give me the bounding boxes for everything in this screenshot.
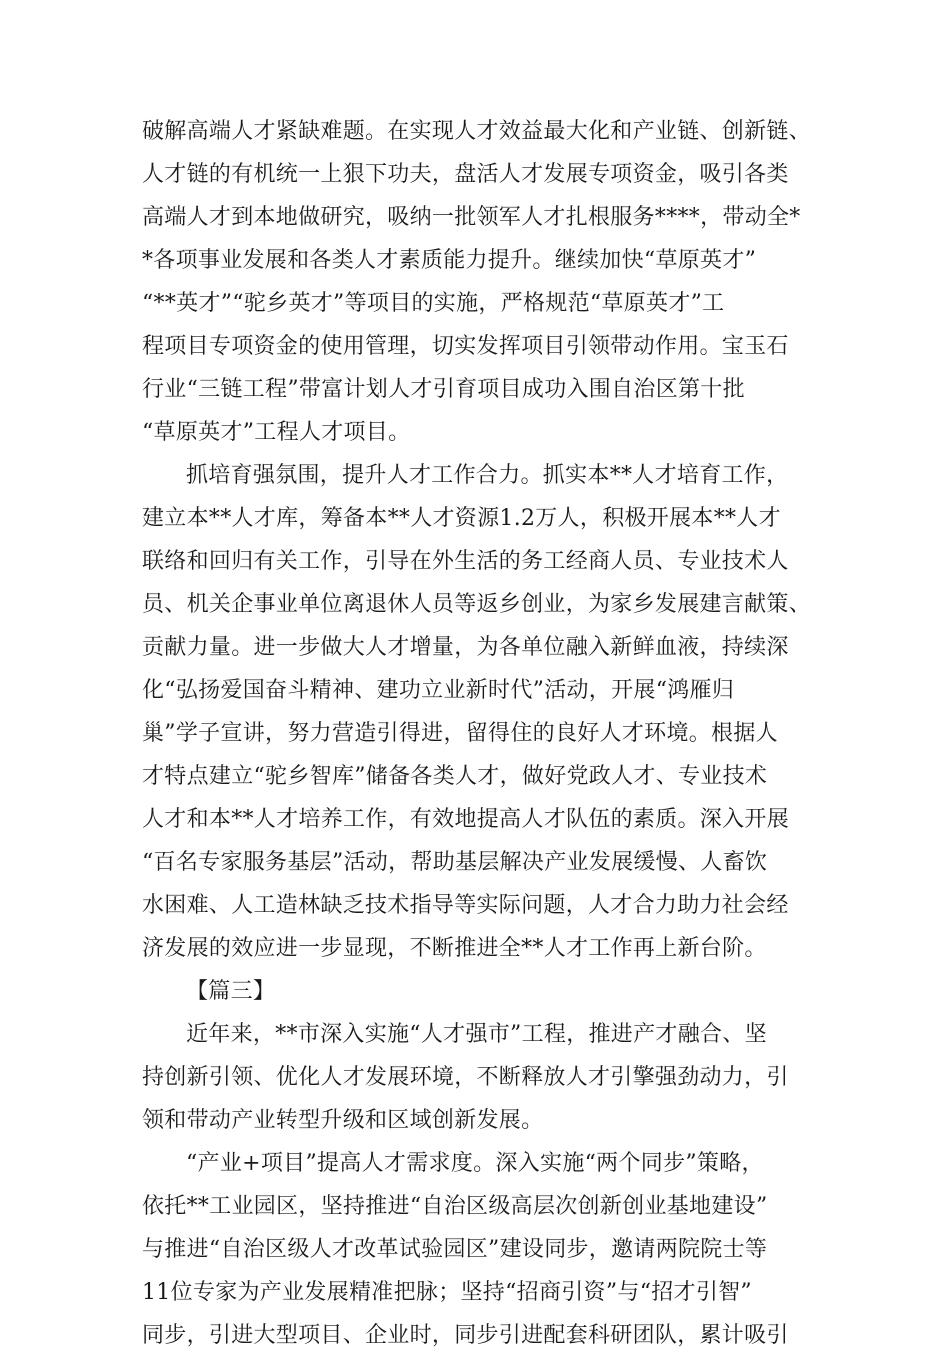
body-text-line: *各项事业发展和各类人才素质能力提升。继续加快“草原英才” — [142, 248, 757, 273]
body-text-line: 持创新引领、优化人才发展环境，不断释放人才引擎强劲动力，引 — [142, 1065, 789, 1090]
body-text-line: 水困难、人工造林缺乏技术指导等实际问题，人才合力助力社会经 — [142, 893, 789, 918]
body-text-line: 依托**工业园区，坚持推进“自治区级高层次创新创业基地建设” — [142, 1194, 768, 1219]
body-text-line: 行业“三链工程”带富计划人才引育项目成功入围自治区第十批 — [142, 377, 745, 402]
body-text-line: 巢”学子宣讲，努力营造引得进，留得住的良好人才环境。根据人 — [142, 721, 778, 746]
body-text-line: 破解高端人才紧缺难题。在实现人才效益最大化和产业链、创新链、 — [142, 119, 812, 144]
body-text-line: “**英才”“驼乡英才”等项目的实施，严格规范“草原英才”工 — [142, 291, 725, 316]
body-text-line: “草原英才”工程人才项目。 — [142, 420, 411, 445]
body-text-line: 贡献力量。进一步做大人才增量，为各单位融入新鲜血液，持续深 — [142, 635, 789, 660]
section-heading: 【篇三】 — [186, 979, 276, 1004]
body-text-line: 高端人才到本地做研究，吸纳一批领军人才扎根服务****，带动全* — [142, 205, 801, 230]
body-text-line: 员、机关企事业单位离退休人员等返乡创业，为家乡发展建言献策、 — [142, 592, 812, 617]
body-text-line: 联络和回归有关工作，引导在外生活的务工经商人员、专业技术人 — [142, 549, 789, 574]
body-text-line: 同步，引进大型项目、企业时，同步引进配套科研团队，累计吸引 — [142, 1323, 789, 1348]
body-text-line: “百名专家服务基层”活动，帮助基层解决产业发展缓慢、人畜饮 — [142, 850, 768, 875]
body-text-line: 才特点建立“驼乡智库”储备各类人才，做好党政人才、专业技术 — [142, 764, 768, 789]
body-text-line: 人才链的有机统一上狠下功夫，盘活人才发展专项资金，吸引各类 — [142, 162, 789, 187]
body-text-line: 11位专家为产业发展精准把脉；坚持“招商引资”与“招才引智” — [142, 1280, 752, 1305]
paragraph-start-line: 抓培育强氛围，提升人才工作合力。抓实本**人才培育工作， — [186, 463, 789, 488]
body-text-line: 人才和本**人才培养工作，有效地提高人才队伍的素质。深入开展 — [142, 807, 790, 832]
body-text-line: 程项目专项资金的使用管理，切实发挥项目引领带动作用。宝玉石 — [142, 334, 789, 359]
body-text-line: 化“弘扬爱国奋斗精神、建功立业新时代”活动，开展“鸿雁归 — [142, 678, 735, 703]
body-text-line: 领和带动产业转型升级和区域创新发展。 — [142, 1108, 544, 1133]
body-text-line: 建立本**人才库，筹备本**人才资源1.2万人，积极开展本**人才 — [142, 506, 781, 531]
body-text-line: 与推进“自治区级人才改革试验园区”建设同步，邀请两院院士等 — [142, 1237, 768, 1262]
paragraph-start-line: “产业+项目”提高人才需求度。深入实施“两个同步”策略， — [186, 1151, 764, 1176]
body-text-line: 济发展的效应进一步显现，不断推进全**人才工作再上新台阶。 — [142, 936, 767, 961]
paragraph-start-line: 近年来，**市深入实施“人才强市”工程，推进产才融合、坚 — [186, 1022, 767, 1047]
